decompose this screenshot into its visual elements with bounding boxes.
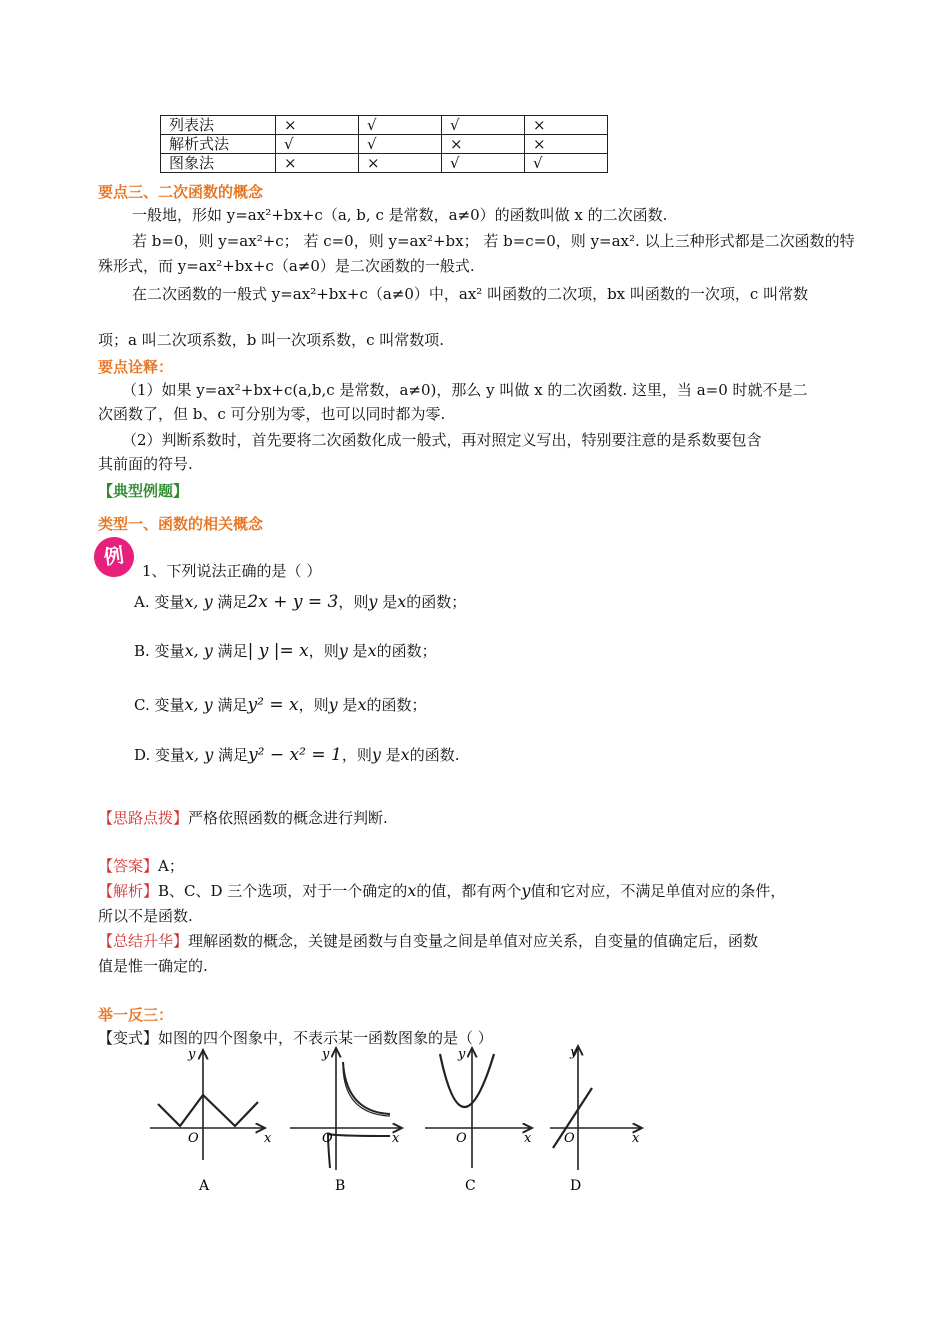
table-cell: × bbox=[442, 135, 525, 154]
practice-heading: 举一反三： bbox=[98, 1006, 174, 1024]
option-c: C. 变量x, y 满足y² = x，则y 是x的函数； bbox=[134, 695, 427, 715]
table-row bbox=[161, 116, 608, 135]
explanation-line: 所以不是函数. bbox=[98, 907, 193, 925]
graph-b-origin: O bbox=[322, 1131, 333, 1146]
table-cell: √ bbox=[359, 116, 442, 135]
graph-c-x-label: x bbox=[524, 1131, 532, 1146]
note-item: 次函数了，但 b、c 可分别为零，也可以同时都为零. bbox=[98, 405, 446, 423]
table-cell: √ bbox=[442, 116, 525, 135]
question-stem: 1、下列说法正确的是（ ） bbox=[142, 562, 322, 580]
table-cell: × bbox=[525, 116, 608, 135]
comparison-table bbox=[160, 115, 608, 173]
summary-line: 值是惟一确定的. bbox=[98, 957, 208, 975]
graph-c-label: C bbox=[465, 1178, 476, 1194]
graph-b-y-label: y bbox=[322, 1047, 330, 1062]
answer-line: 【答案】A； bbox=[98, 857, 184, 875]
hint-line: 【思路点拨】严格依照函数的概念进行判断. bbox=[98, 809, 388, 827]
graph-a-label: A bbox=[199, 1178, 210, 1194]
note-item: （2）判断系数时，首先要将二次函数化成一般式，再对照定义写出，特别要注意的是系数要包含 bbox=[122, 431, 762, 449]
option-d: D. 变量x, y 满足y² − x² = 1，则y 是x的函数. bbox=[134, 745, 460, 765]
table-cell-method: 解析式法 bbox=[161, 135, 276, 154]
graph-b-x-label: x bbox=[392, 1131, 400, 1146]
paragraph: 殊形式，而 y=ax²+bx+c（a≠0）是二次函数的一般式. bbox=[98, 257, 475, 275]
graph-a bbox=[150, 1047, 272, 1194]
graph-a-y-label: y bbox=[188, 1047, 196, 1062]
graph-a-x-label: x bbox=[264, 1131, 272, 1146]
graph-d-label: D bbox=[570, 1178, 582, 1194]
table-cell: × bbox=[359, 154, 442, 173]
option-b: B. 变量x, y 满足| y |= x，则y 是x的函数； bbox=[134, 641, 437, 661]
paragraph: 在二次函数的一般式 y=ax²+bx+c（a≠0）中，ax² 叫函数的二次项，bx 叫函数的一次项，c 叫常数 bbox=[132, 285, 809, 303]
summary-line: 【总结升华】理解函数的概念，关键是函数与自变量之间是单值对应关系，自变量的值确定后，函数 bbox=[98, 932, 759, 950]
table-cell-method: 列表法 bbox=[161, 116, 276, 135]
explanation-line: 【解析】B、C、D 三个选项，对于一个确定的x的值，都有两个y值和它对应，不满足单值对应的条件， bbox=[98, 881, 786, 900]
graph-c bbox=[425, 1047, 532, 1194]
table-cell: √ bbox=[359, 135, 442, 154]
table-cell: √ bbox=[276, 135, 359, 154]
examples-heading: 【典型例题】 bbox=[98, 482, 189, 500]
option-a: A. 变量x, y 满足2x + y = 3，则y 是x的函数； bbox=[134, 592, 467, 612]
table-cell: √ bbox=[442, 154, 525, 173]
table-cell: × bbox=[276, 154, 359, 173]
table-cell-method: 图象法 bbox=[161, 154, 276, 173]
table-row bbox=[161, 135, 608, 154]
paragraph: 若 b=0，则 y=ax²+c； 若 c=0，则 y=ax²+bx； 若 b=c=0，则 y=ax². 以上三种形式都是二次函数的特 bbox=[132, 232, 855, 250]
table-cell: × bbox=[276, 116, 359, 135]
table-cell: √ bbox=[525, 154, 608, 173]
graph-c-y-label: y bbox=[458, 1047, 466, 1062]
paragraph: 一般地，形如 y=ax²+bx+c（a, b, c 是常数，a≠0）的函数叫做 x 的二次函数. bbox=[132, 206, 668, 224]
note-item: （1）如果 y=ax²+bx+c(a,b,c 是常数，a≠0)，那么 y 叫做 x 的二次函数. 这里，当 a=0 时就不是二 bbox=[122, 381, 808, 399]
type-heading: 类型一、函数的相关概念 bbox=[98, 515, 264, 533]
paragraph: 项；a 叫二次项系数，b 叫一次项系数，c 叫常数项. bbox=[98, 331, 445, 349]
example-badge-icon: 例 bbox=[91, 534, 136, 579]
graph-d-y-label: y bbox=[570, 1045, 578, 1060]
table-row bbox=[161, 154, 608, 173]
graphs-figure bbox=[140, 1040, 660, 1200]
section-heading: 要点三、二次函数的概念 bbox=[98, 183, 264, 201]
table-cell: × bbox=[525, 135, 608, 154]
graph-d-x-label: x bbox=[632, 1131, 640, 1146]
note-item: 其前面的符号. bbox=[98, 455, 193, 473]
graph-b-label: B bbox=[335, 1178, 346, 1194]
graph-d bbox=[550, 1045, 642, 1194]
notes-heading: 要点诠释： bbox=[98, 358, 174, 376]
graph-c-origin: O bbox=[456, 1131, 467, 1146]
practice-question: 【变式】如图的四个图象中，不表示某一函数图象的是（ ） bbox=[98, 1029, 493, 1047]
graph-a-origin: O bbox=[188, 1131, 199, 1146]
graph-b bbox=[290, 1047, 402, 1194]
graph-d-origin: O bbox=[564, 1131, 575, 1146]
